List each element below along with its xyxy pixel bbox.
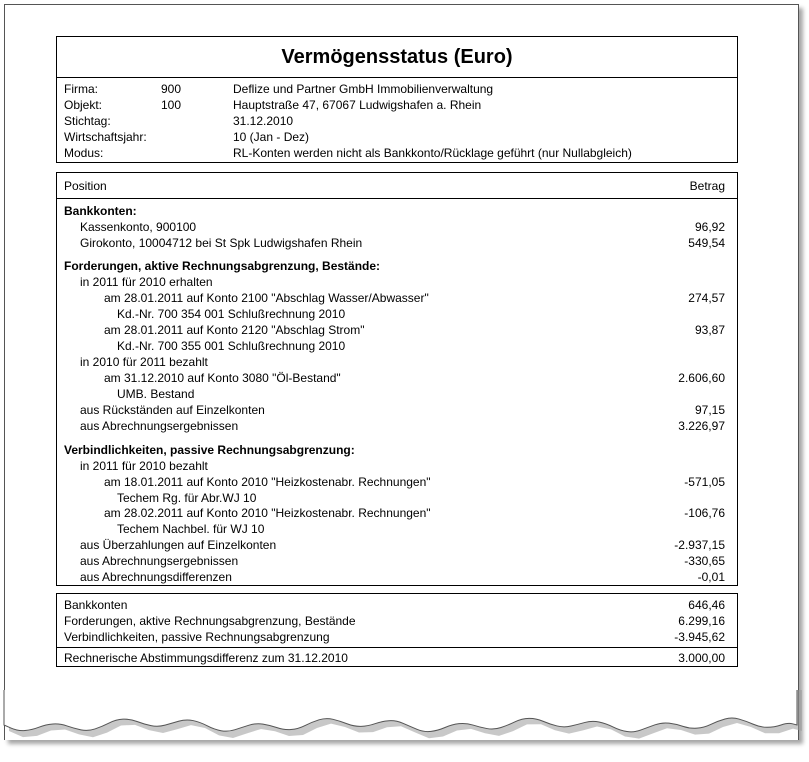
table-row-value: -2.937,15 (674, 538, 725, 552)
objekt-number: 100 (161, 98, 182, 112)
table-row-note: UMB. Bestand (117, 387, 195, 401)
wirtschaftsjahr-label: Wirtschaftsjahr: (64, 130, 147, 144)
summary-label-verbindlichkeiten: Verbindlichkeiten, passive Rechnungsabgrenzung (64, 630, 330, 644)
table-row-label: aus Überzahlungen auf Einzelkonten (80, 538, 277, 552)
table-row-value: 97,15 (694, 403, 725, 417)
table-row-label: am 28.01.2011 auf Konto 2120 "Abschlag Strom" (104, 323, 365, 337)
objekt-label: Objekt: (64, 98, 103, 112)
column-header-position: Position (64, 179, 107, 193)
summary-label-forderungen: Forderungen, aktive Rechnungsabgrenzung, Bestände (64, 614, 356, 628)
table-row-value: -106,76 (684, 506, 725, 520)
table-row-note: Kd.-Nr. 700 355 001 Schlußrechnung 2010 (117, 339, 346, 353)
section-heading: Forderungen, aktive Rechnungsabgrenzung, Bestände: (64, 259, 381, 273)
table-row-label: am 18.01.2011 auf Konto 2010 "Heizkostenabr. Rechnungen" (104, 475, 431, 489)
title-divider (57, 77, 737, 78)
table-row-value: 3.226,97 (678, 419, 725, 433)
table-row-value: 93,87 (694, 323, 725, 337)
table-row-value: -330,65 (684, 554, 725, 568)
firma-number: 900 (161, 82, 182, 96)
table-row-label: Kassenkonto, 900100 (80, 220, 197, 234)
table-row-value: 549,54 (688, 236, 725, 250)
report-title: Vermögensstatus (Euro) (281, 46, 513, 68)
table-row-value: 2.606,60 (678, 371, 725, 385)
summary-divider (57, 647, 737, 648)
table-row-label: in 2011 für 2010 bezahlt (80, 459, 208, 473)
column-header-betrag: Betrag (689, 179, 725, 193)
table-row-label: am 28.02.2011 auf Konto 2010 "Heizkostenabr. Rechnungen" (104, 506, 431, 520)
stichtag-label: Stichtag: (64, 114, 111, 128)
table-row-label: am 28.01.2011 auf Konto 2100 "Abschlag Wasser/Abwasser" (104, 291, 429, 305)
table-row-note: Kd.-Nr. 700 354 001 Schlußrechnung 2010 (117, 307, 346, 321)
modus-value: RL-Konten werden nicht als Bankkonto/Rücklage geführt (nur Nullabgleich) (233, 146, 632, 160)
table-header-divider (57, 198, 737, 199)
summary-value-forderungen: 6.299,16 (678, 614, 725, 628)
table-row-value: 274,57 (688, 291, 725, 305)
table-row-value: -0,01 (697, 570, 725, 584)
table-row-label: aus Rückständen auf Einzelkonten (80, 403, 265, 417)
summary-label-abstimmungsdifferenz: Rechnerische Abstimmungsdifferenz zum 31.12.2010 (64, 651, 348, 665)
section-heading: Verbindlichkeiten, passive Rechnungsabgrenzung: (64, 443, 355, 457)
table-row-label: aus Abrechnungsergebnissen (80, 554, 239, 568)
summary-box (56, 593, 738, 667)
table-row-note: Techem Rg. für Abr.WJ 10 (117, 491, 257, 505)
positions-table (56, 172, 738, 586)
table-row-label: am 31.12.2010 auf Konto 3080 "Öl-Bestand" (104, 371, 341, 385)
objekt-value: Hauptstraße 47, 67067 Ludwigshafen a. Rhein (233, 98, 482, 112)
table-row-label: aus Abrechnungsergebnissen (80, 419, 239, 433)
table-row-value: -571,05 (684, 475, 725, 489)
summary-label-bankkonten: Bankkonten (64, 598, 128, 612)
table-row-value: 96,92 (694, 220, 725, 234)
table-row-label: Girokonto, 10004712 bei St Spk Ludwigshafen Rhein (80, 236, 363, 250)
table-row-label: in 2011 für 2010 erhalten (80, 275, 213, 289)
torn-paper-edge (0, 690, 809, 762)
table-row-label: in 2010 für 2011 bezahlt (80, 355, 208, 369)
summary-value-verbindlichkeiten: -3.945,62 (674, 630, 725, 644)
stichtag-value: 31.12.2010 (233, 114, 294, 128)
table-row-note: Techem Nachbel. für WJ 10 (117, 522, 265, 536)
header-box (56, 36, 738, 163)
firma-value: Deflize und Partner GmbH Immobilienverwaltung (233, 82, 494, 96)
summary-value-bankkonten: 646,46 (688, 598, 725, 612)
section-heading: Bankkonten: (64, 204, 137, 218)
firma-label: Firma: (64, 82, 98, 96)
modus-label: Modus: (64, 146, 104, 160)
table-row-label: aus Abrechnungsdifferenzen (80, 570, 232, 584)
summary-value-abstimmungsdifferenz: 3.000,00 (678, 651, 725, 665)
wirtschaftsjahr-value: 10 (Jan - Dez) (233, 130, 310, 144)
